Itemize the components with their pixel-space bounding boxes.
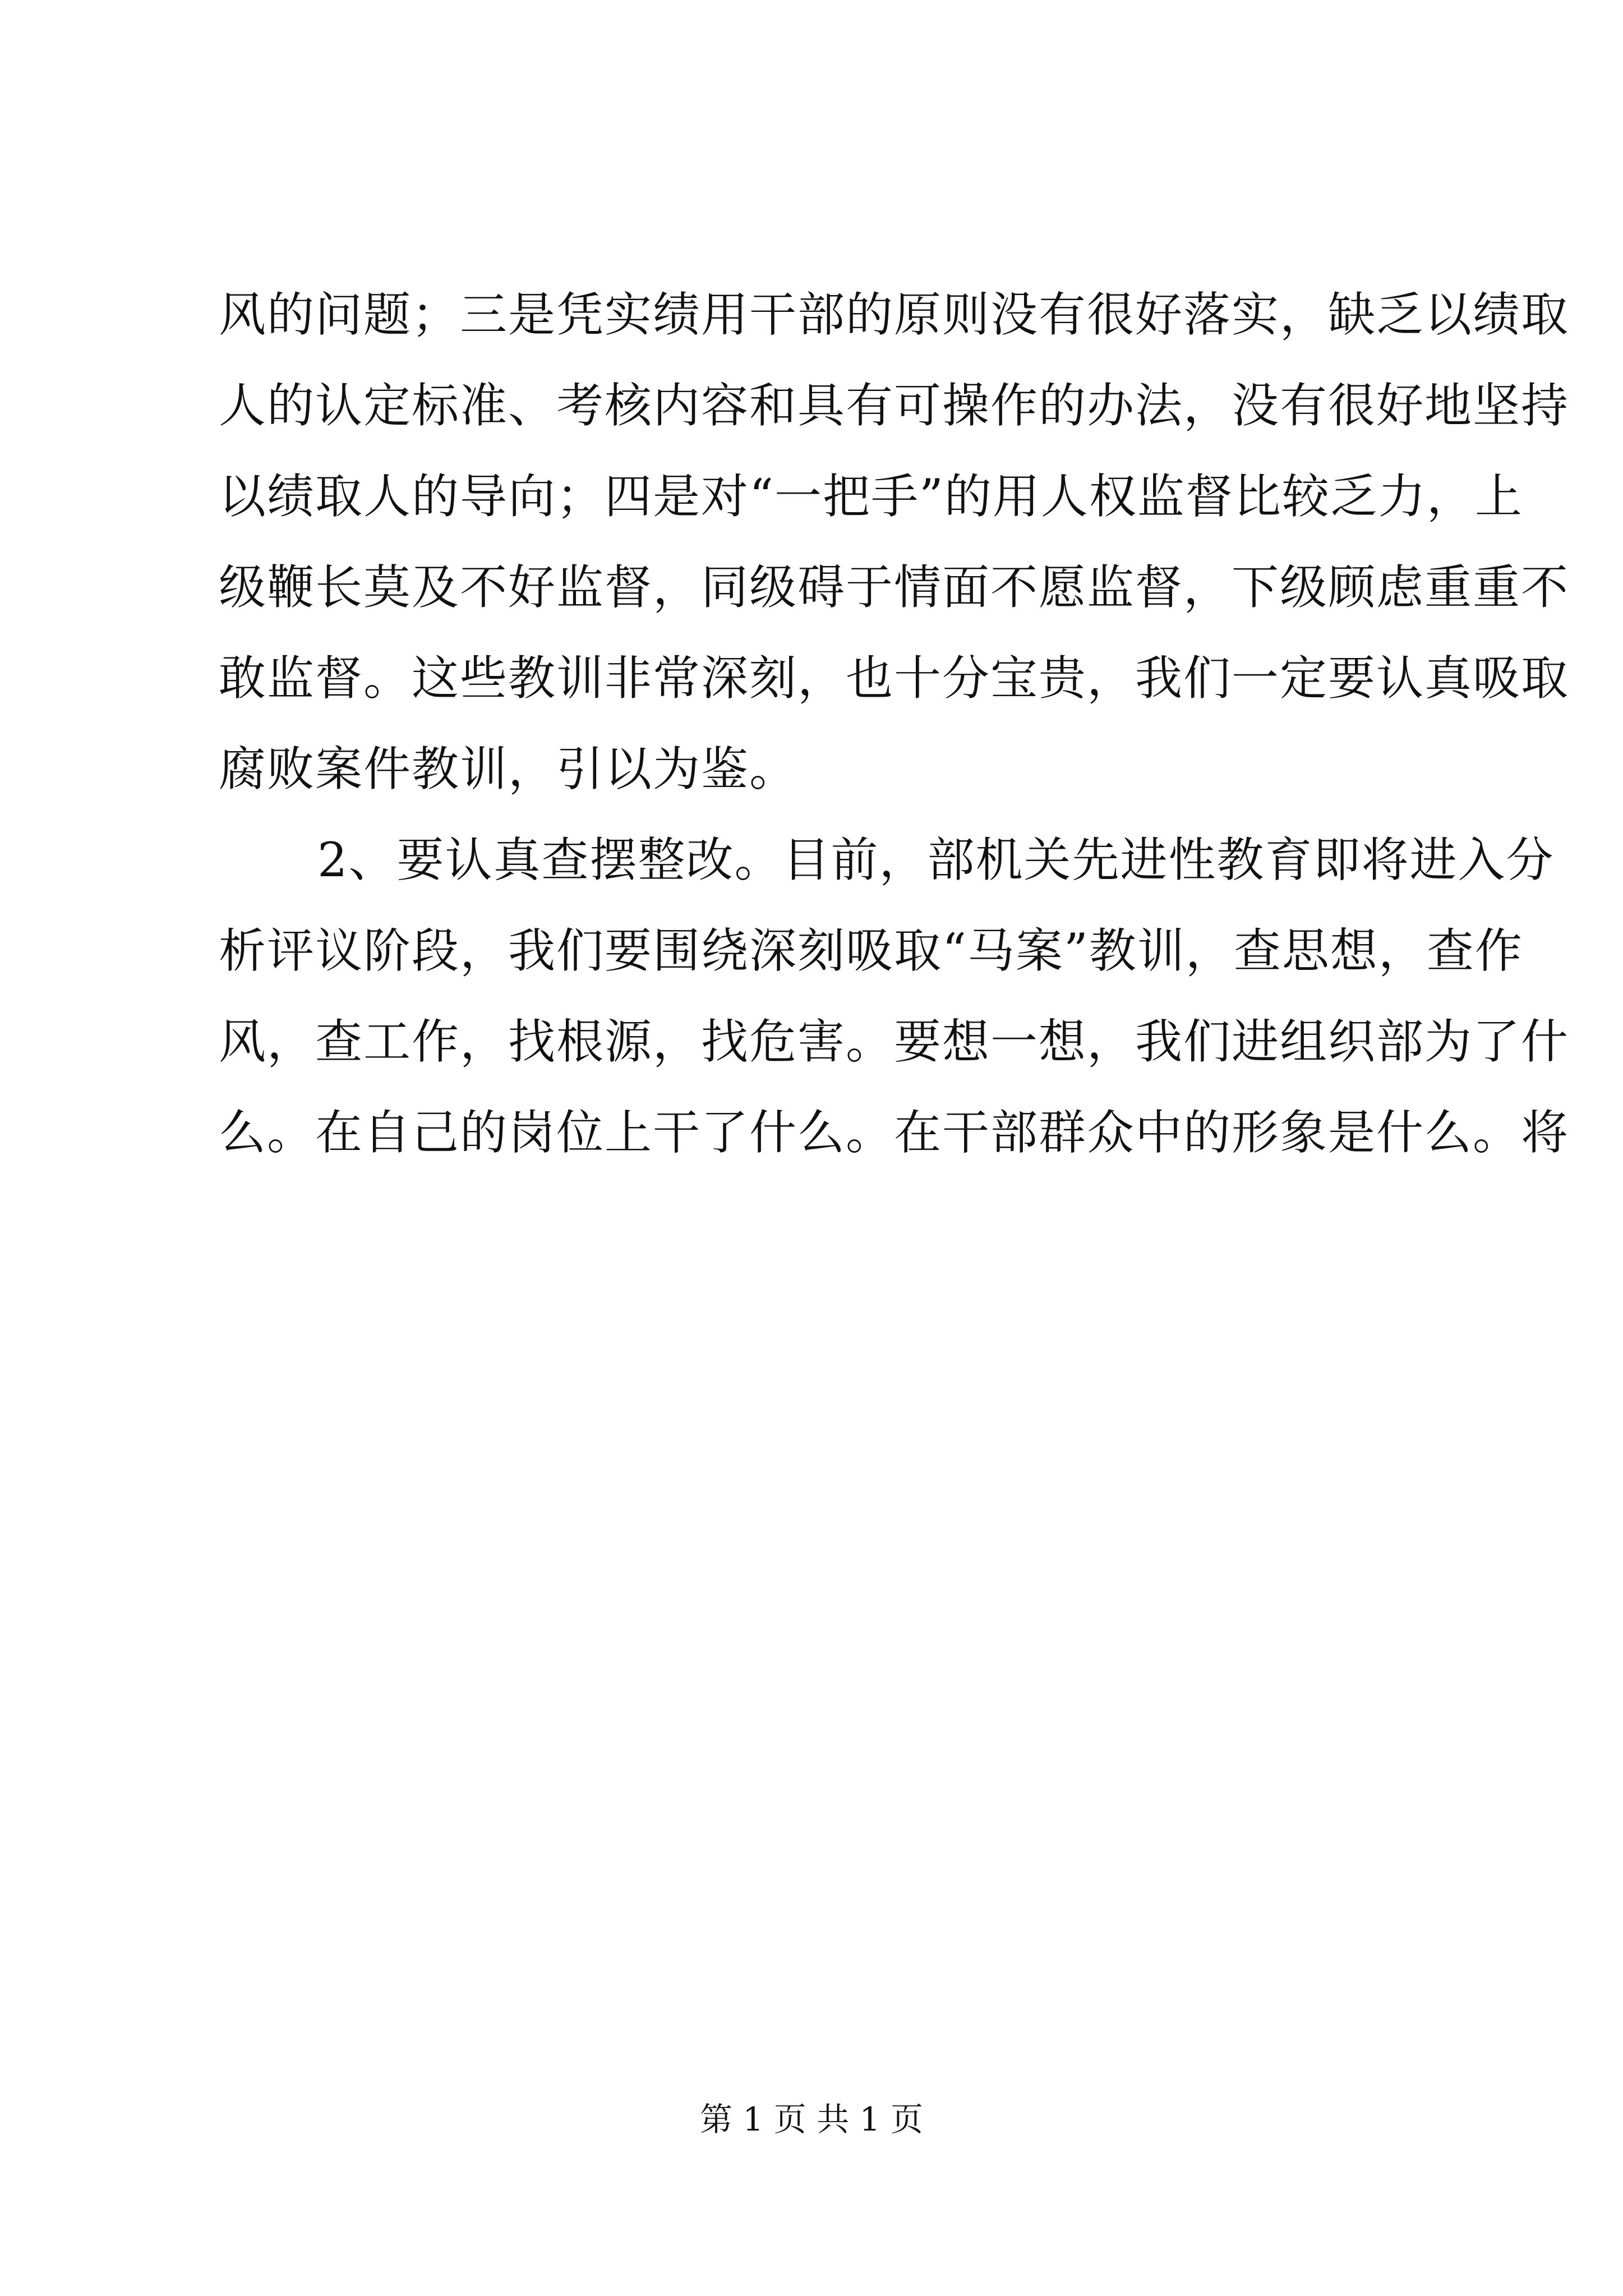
page-footer: 第 1 页 共 1 页: [700, 2100, 923, 2138]
text-line: 么。在自己的岗位上干了什么。在干部群众中的形象是什么。将: [219, 1105, 1570, 1160]
text-line: 风的问题；三是凭实绩用干部的原则没有很好落实，缺乏以绩取: [219, 287, 1570, 342]
text-line: 析评议阶段，我们要围绕深刻吸取“马案”教训，查思想，查作: [219, 923, 1523, 978]
text-line: 敢监督。这些教训非常深刻，也十分宝贵，我们一定要认真吸取: [219, 651, 1570, 706]
text-line: 人的认定标准、考核内容和具有可操作的办法，没有很好地坚持: [219, 378, 1570, 433]
text-line: 级鞭长莫及不好监督，同级碍于情面不愿监督，下级顾虑重重不: [219, 560, 1570, 615]
text-line: 风，查工作，找根源，找危害。要想一想，我们进组织部为了什: [219, 1014, 1570, 1069]
text-line: 以绩取人的导向；四是对“一把手”的用人权监督比较乏力，上: [219, 469, 1523, 524]
text-line: 2、要认真查摆整改。目前，部机关先进性教育即将进入分: [317, 832, 1555, 887]
body-text: [219, 269, 1570, 1178]
text-line: 腐败案件教训，引以为鉴。: [219, 742, 798, 797]
